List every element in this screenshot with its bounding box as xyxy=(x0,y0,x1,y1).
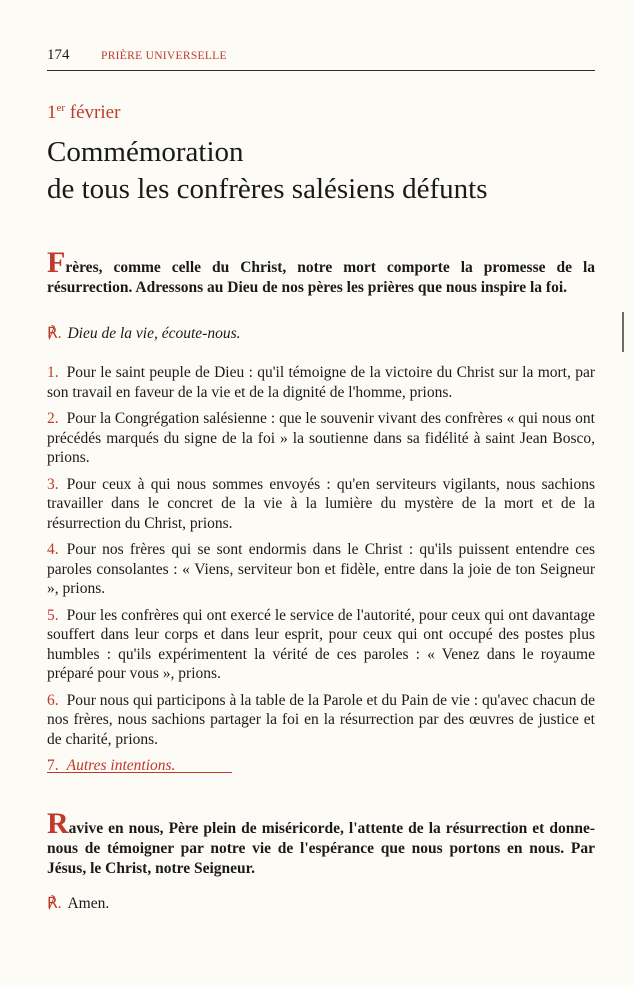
page-number: 174 xyxy=(47,47,70,63)
intention-number: 4. xyxy=(47,541,59,558)
introduction-paragraph xyxy=(47,246,595,298)
intention-text: Pour les confrères qui ont exercé le service de l'autorité, pour ceux qui ont davantage souffert dans leur corps et dans leur esprit, pour ceux qui ont occupé des postes plus humbles : qu'ils expérimentent la vérité de ces paroles : « Venez dans le royaume préparé pour vous », prions. xyxy=(47,606,595,682)
intention-text: Pour ceux à qui nous sommes envoyés : qu'en serviteurs vigilants, nous sachions travailler dans le concret de la vie à la lumière du mystère de la mort et de la résurrection du Christ, prions. xyxy=(47,475,595,532)
intention-number: 3. xyxy=(47,475,59,493)
intention-item xyxy=(47,691,595,750)
section-divider xyxy=(47,772,232,773)
intention-text: Pour nos frères qui se sont endormis dans le Christ : qu'ils puissent entendre ces paroles consolantes : « Viens, serviteur bon et fidèle, entre dans la joie de ton Seigneur », prions. xyxy=(47,541,595,597)
page-edge-mark xyxy=(622,312,624,352)
intentions-list xyxy=(47,363,595,783)
date-day: 1 xyxy=(47,102,57,123)
intention-number: 2. xyxy=(47,410,59,427)
date-suffix: er xyxy=(56,102,66,114)
intention-text: Autres intentions. xyxy=(66,757,176,774)
response-symbol: ℟. xyxy=(47,895,62,912)
closing-prayer xyxy=(47,807,595,879)
closing-text: avive en nous, Père plein de miséricorde, l'attente de la résurrection et donne-nous de témoigner par notre vie de l'espérance que nous portons en nous. Par Jésus, le Christ, notre Seigneur. xyxy=(47,820,595,877)
title-line-1: Commémoration xyxy=(47,136,244,168)
running-title: PRIÈRE UNIVERSELLE xyxy=(101,50,227,62)
intention-item xyxy=(47,540,595,599)
response-line xyxy=(47,324,241,344)
intention-item xyxy=(47,475,595,534)
intention-item xyxy=(47,409,595,468)
intro-text: rères, comme celle du Christ, notre mort comporte la promesse de la résurrection. Adressons au Dieu de nos pères les prières que nous inspire la foi. xyxy=(47,259,595,296)
intention-number: 5. xyxy=(47,606,59,624)
intro-initial-letter: F xyxy=(47,246,66,279)
response-text: Dieu de la vie, écoute-nous. xyxy=(67,325,241,342)
intention-number: 1. xyxy=(47,364,59,381)
intention-item xyxy=(47,606,595,684)
final-response-text: Amen. xyxy=(67,895,110,912)
feast-date xyxy=(47,102,120,124)
final-response-line xyxy=(47,894,109,914)
title-line-2: de tous les confrères salésiens défunts xyxy=(47,173,488,205)
intention-number: 6. xyxy=(47,691,59,709)
response-symbol: ℟. xyxy=(47,325,62,342)
closing-initial-letter: R xyxy=(47,807,69,840)
page-header xyxy=(47,44,595,71)
intention-number: 7. xyxy=(47,757,59,774)
intention-text: Pour nous qui participons à la table de la Parole et du Pain de vie : qu'avec chacun de nos frères, nous sachions partager la foi en la résurrection par des œuvres de justice et de charité, prions. xyxy=(47,691,595,748)
intention-text: Pour la Congrégation salésienne : que le souvenir vivant des confrères « qui nous ont précédés marqués du signe de la foi » la soutienne dans sa fidélité à saint Jean Bosco, prions. xyxy=(47,410,595,466)
page-title xyxy=(47,134,607,208)
intention-item xyxy=(47,363,595,402)
date-month: février xyxy=(69,102,121,123)
intention-text: Pour le saint peuple de Dieu : qu'il témoigne de la victoire du Christ sur la mort, par son travail en faveur de la vie et de la dignité de l'homme, prions. xyxy=(47,364,595,401)
